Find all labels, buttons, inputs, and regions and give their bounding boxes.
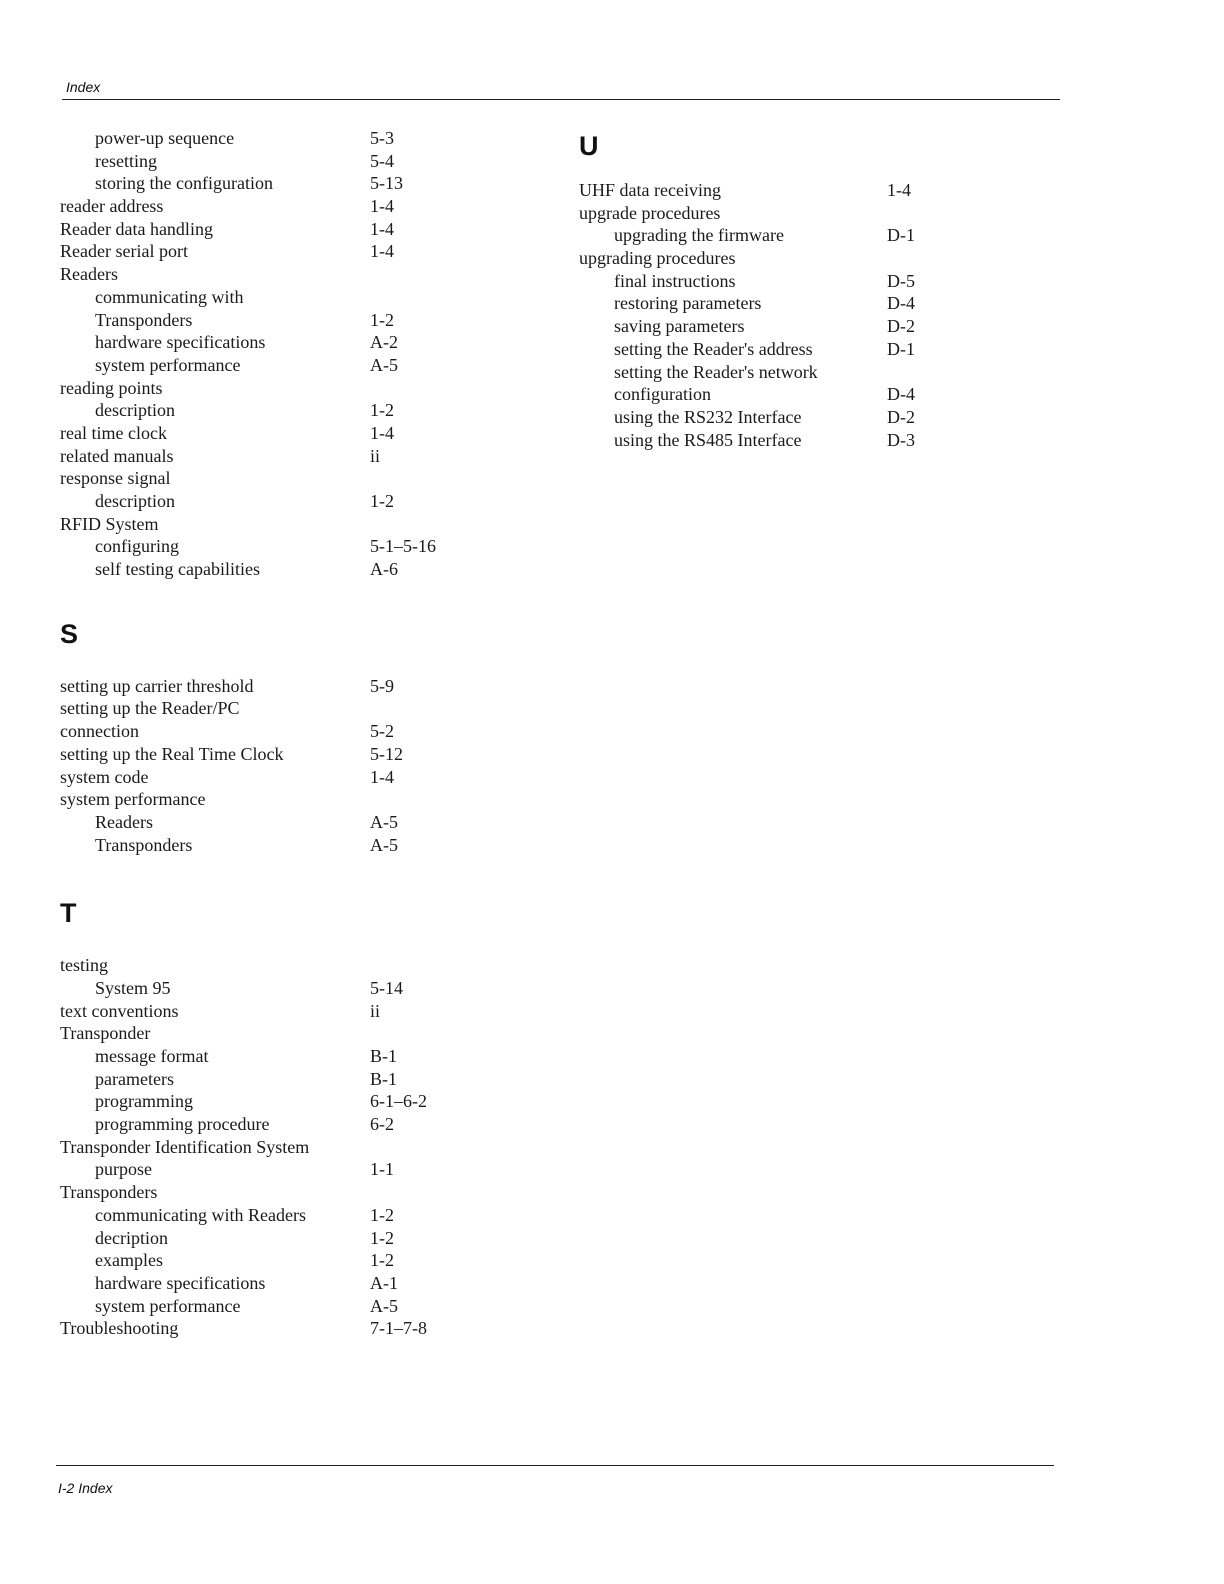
index-entry bbox=[60, 1181, 480, 1204]
index-column-right bbox=[579, 127, 959, 451]
index-term: saving parameters bbox=[614, 316, 745, 337]
index-entry bbox=[60, 309, 480, 332]
index-term: setting the Reader's network bbox=[614, 361, 818, 382]
index-term: Readers bbox=[95, 811, 153, 832]
header-rule bbox=[62, 99, 1060, 100]
index-entry bbox=[60, 172, 480, 195]
index-page-ref: 1-4 bbox=[370, 196, 394, 217]
index-page-ref: 5-9 bbox=[370, 675, 394, 696]
index-term: testing bbox=[60, 955, 108, 976]
index-term: text conventions bbox=[60, 1000, 179, 1021]
index-term: system performance bbox=[95, 1295, 241, 1316]
index-term: self testing capabilities bbox=[95, 559, 260, 580]
index-page-ref: A-5 bbox=[370, 834, 398, 855]
index-page-ref: 5-13 bbox=[370, 173, 403, 194]
index-entry bbox=[60, 218, 480, 241]
index-entry bbox=[60, 1317, 480, 1340]
index-page-ref: A-5 bbox=[370, 811, 398, 832]
index-term: system performance bbox=[60, 789, 206, 810]
index-page-ref: 1-1 bbox=[370, 1159, 394, 1180]
index-list-s bbox=[60, 675, 480, 857]
index-page-ref: 6-1–6-2 bbox=[370, 1091, 427, 1112]
index-entry bbox=[579, 361, 959, 384]
index-term: hardware specifications bbox=[95, 332, 266, 353]
index-term: description bbox=[95, 400, 175, 421]
index-term: examples bbox=[95, 1250, 163, 1271]
index-term: decription bbox=[95, 1227, 168, 1248]
index-entry bbox=[60, 399, 480, 422]
index-page-ref: A-1 bbox=[370, 1272, 398, 1293]
index-term: using the RS232 Interface bbox=[614, 406, 802, 427]
index-entry bbox=[579, 315, 959, 338]
index-entry bbox=[60, 977, 480, 1000]
index-term: upgrade procedures bbox=[579, 202, 721, 223]
index-entry bbox=[60, 1227, 480, 1250]
index-entry bbox=[60, 1249, 480, 1272]
index-entry bbox=[60, 535, 480, 558]
index-term: message format bbox=[95, 1046, 209, 1066]
index-page-ref: 1-2 bbox=[370, 309, 394, 330]
index-entry bbox=[60, 766, 480, 789]
index-page-ref: 1-4 bbox=[370, 218, 394, 239]
index-page-ref: D-3 bbox=[887, 429, 915, 450]
index-term: Transponders bbox=[95, 834, 193, 855]
index-page-ref: 1-2 bbox=[370, 400, 394, 421]
index-entry bbox=[60, 954, 480, 977]
index-term: configuring bbox=[95, 536, 179, 557]
index-term: real time clock bbox=[60, 422, 167, 443]
index-entry bbox=[60, 675, 480, 698]
index-term: setting up the Real Time Clock bbox=[60, 743, 284, 764]
index-entry bbox=[60, 788, 480, 811]
index-term: upgrading the firmware bbox=[614, 225, 784, 246]
index-term: power-up sequence bbox=[95, 128, 235, 148]
index-term: programming procedure bbox=[95, 1114, 270, 1135]
index-term: description bbox=[95, 491, 175, 511]
index-term: reading points bbox=[60, 377, 163, 398]
index-term: using the RS485 Interface bbox=[614, 429, 802, 450]
index-term: Transponders bbox=[95, 309, 193, 330]
index-entry bbox=[60, 1022, 480, 1045]
index-term: configuration bbox=[614, 384, 711, 405]
index-page-ref: 5-1–5-16 bbox=[370, 536, 436, 557]
index-term: Transponder bbox=[60, 1023, 151, 1044]
index-term: RFID System bbox=[60, 513, 159, 534]
index-entry bbox=[579, 338, 959, 361]
index-entry bbox=[60, 1295, 480, 1318]
index-page-ref: B-1 bbox=[370, 1068, 397, 1089]
index-entry bbox=[579, 247, 959, 270]
index-page-ref: 5-3 bbox=[370, 128, 394, 148]
index-term: resetting bbox=[95, 150, 157, 171]
index-term: system performance bbox=[95, 354, 241, 375]
index-page-ref: D-5 bbox=[887, 270, 915, 291]
index-column-left bbox=[60, 127, 480, 1340]
index-entry bbox=[60, 1068, 480, 1091]
index-page-ref: 5-12 bbox=[370, 743, 403, 764]
index-page-ref: A-2 bbox=[370, 332, 398, 353]
index-entry bbox=[579, 292, 959, 315]
index-entry bbox=[60, 834, 480, 857]
index-list-t bbox=[60, 954, 480, 1340]
footer-rule bbox=[56, 1465, 1054, 1466]
index-entry bbox=[60, 240, 480, 263]
index-page-ref: D-1 bbox=[887, 338, 915, 359]
index-term: communicating with Readers bbox=[95, 1204, 306, 1225]
index-entry bbox=[60, 331, 480, 354]
index-page-ref: A-5 bbox=[370, 1295, 398, 1316]
index-term: programming bbox=[95, 1091, 193, 1112]
index-page-ref: 1-4 bbox=[370, 241, 394, 262]
index-page-ref: 5-4 bbox=[370, 150, 394, 171]
index-entry bbox=[60, 422, 480, 445]
index-entry bbox=[60, 263, 480, 286]
index-term: Readers bbox=[60, 264, 118, 285]
index-term: setting the Reader's address bbox=[614, 338, 813, 359]
index-entry bbox=[60, 743, 480, 766]
index-entry bbox=[60, 127, 480, 150]
index-entry bbox=[60, 1000, 480, 1023]
index-entry bbox=[60, 811, 480, 834]
index-term: Transponder Identification System bbox=[60, 1136, 310, 1157]
index-entry bbox=[579, 179, 959, 202]
index-entry bbox=[60, 150, 480, 173]
index-page-ref: 5-2 bbox=[370, 721, 394, 742]
index-term: storing the configuration bbox=[95, 173, 273, 194]
index-page-ref: 1-4 bbox=[370, 766, 394, 787]
index-term: parameters bbox=[95, 1068, 174, 1089]
index-page-ref: 1-2 bbox=[370, 1227, 394, 1248]
index-term: restoring parameters bbox=[614, 293, 762, 314]
index-entry bbox=[60, 195, 480, 218]
index-entry bbox=[579, 383, 959, 406]
index-entry bbox=[60, 697, 480, 720]
index-entry bbox=[60, 1204, 480, 1227]
index-page-ref: D-4 bbox=[887, 293, 915, 314]
index-entry bbox=[60, 490, 480, 513]
index-page-ref: B-1 bbox=[370, 1046, 397, 1066]
index-term: Transponders bbox=[60, 1182, 158, 1203]
index-term: setting up carrier threshold bbox=[60, 675, 254, 696]
index-entry bbox=[579, 406, 959, 429]
index-term: hardware specifications bbox=[95, 1272, 266, 1293]
index-term: reader address bbox=[60, 196, 164, 217]
index-entry bbox=[60, 1158, 480, 1181]
index-page-ref: ii bbox=[370, 1000, 381, 1021]
index-term: System 95 bbox=[95, 977, 171, 998]
index-term: response signal bbox=[60, 468, 171, 489]
index-term: communicating with bbox=[95, 286, 244, 307]
index-entry bbox=[579, 224, 959, 247]
index-entry bbox=[579, 202, 959, 225]
index-entry bbox=[60, 1090, 480, 1113]
index-term: purpose bbox=[95, 1159, 152, 1180]
index-page-ref: 7-1–7-8 bbox=[370, 1318, 427, 1339]
index-entry bbox=[60, 1113, 480, 1136]
section-letter-t: T bbox=[60, 898, 77, 929]
index-term: related manuals bbox=[60, 445, 174, 466]
index-term: Troubleshooting bbox=[60, 1318, 179, 1339]
index-entry bbox=[60, 354, 480, 377]
index-term: final instructions bbox=[614, 270, 736, 291]
index-entry bbox=[60, 558, 480, 581]
index-page-ref: 5-14 bbox=[370, 977, 403, 998]
index-page-ref: D-1 bbox=[887, 225, 915, 246]
index-entry bbox=[60, 720, 480, 743]
index-page-ref: 1-4 bbox=[887, 180, 911, 200]
running-footer: I-2 Index bbox=[58, 1480, 113, 1496]
section-letter-s: S bbox=[60, 618, 79, 649]
index-page-ref: A-5 bbox=[370, 354, 398, 375]
index-term: system code bbox=[60, 766, 149, 787]
index-term: upgrading procedures bbox=[579, 248, 736, 269]
index-page-ref: 1-2 bbox=[370, 1250, 394, 1271]
index-entry bbox=[60, 1272, 480, 1295]
index-term: Reader serial port bbox=[60, 241, 188, 262]
index-page-ref: 6-2 bbox=[370, 1114, 394, 1135]
index-page-ref: A-6 bbox=[370, 559, 398, 580]
index-entry bbox=[60, 1136, 480, 1159]
index-entry bbox=[60, 445, 480, 468]
index-term: UHF data receiving bbox=[579, 180, 721, 200]
index-list-r-continued bbox=[60, 127, 480, 581]
index-page-ref: D-2 bbox=[887, 406, 915, 427]
index-term: setting up the Reader/PC bbox=[60, 698, 240, 719]
index-page-ref: 1-2 bbox=[370, 491, 394, 511]
index-page-ref: D-4 bbox=[887, 384, 915, 405]
running-header: Index bbox=[66, 79, 101, 95]
index-entry bbox=[60, 377, 480, 400]
index-page-ref: D-2 bbox=[887, 316, 915, 337]
index-entry bbox=[60, 286, 480, 309]
index-page-ref: 1-2 bbox=[370, 1204, 394, 1225]
index-term: Reader data handling bbox=[60, 218, 213, 239]
section-letter-u: U bbox=[579, 131, 599, 161]
index-term: connection bbox=[60, 721, 139, 742]
index-entry bbox=[60, 1045, 480, 1068]
index-entry bbox=[579, 429, 959, 452]
index-page-ref: ii bbox=[370, 445, 381, 466]
index-entry bbox=[579, 270, 959, 293]
index-entry bbox=[60, 467, 480, 490]
index-page-ref: 1-4 bbox=[370, 422, 394, 443]
index-list-u bbox=[579, 179, 959, 451]
index-entry bbox=[60, 513, 480, 536]
